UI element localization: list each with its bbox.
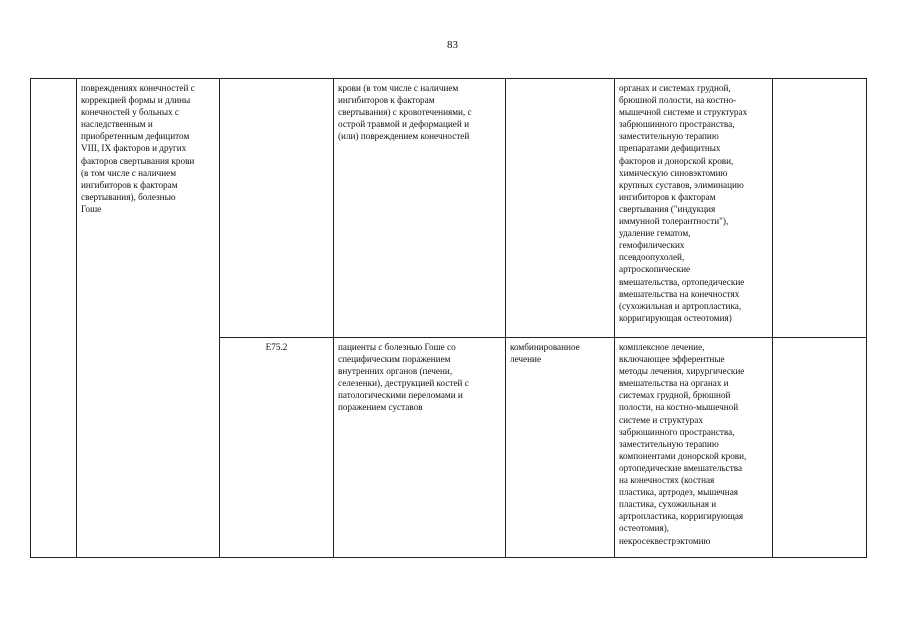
cell-treatment-type: комбинированное лечение [506, 338, 615, 558]
cell-treatment-method: органах и системах грудной, брюшной полости, на костно- мышечной системе и структурах забрюшинного пространства, заместительную терапию препаратами дефицитных факторов и донорской крови, химическую синовэктомию крупных суставов, элиминацию ингибиторов к факторам свертывания ("индукция иммунной толерантности"), удаление гематом, гемофилических псевдоопухолей, артроскопические вмешательства, ортопедические вмешательства на конечностях (сухожильная и артропластика, корригирующая остеотомия) [615, 79, 773, 338]
cell-norm [773, 79, 867, 338]
treatment-table [30, 78, 867, 558]
table-row [31, 79, 867, 338]
cell-treatment-method: комплексное лечение, включающее эфферентные методы лечения, хирургические вмешательства на органах и системах грудной, брюшной полости, на костно-мышечной системе и структурах забрюшинного пространства, заместительную терапию компонентами донорской крови, ортопедические вмешательства на конечностях (костная пластика, артродез, мышечная пластика, сухожильная и артропластика, корригирующая остеотомия), некросеквестрэктомию [615, 338, 773, 558]
cell-patient-model: пациенты с болезнью Гоше со специфическим поражением внутренних органов (печени, селезенки), деструкцией костей с патологическими переломами и поражением суставов [334, 338, 506, 558]
cell-patient-model: крови (в том числе с наличием ингибиторов к факторам свертывания) с кровотечениями, с острой травмой и деформацией и (или) повреждением конечностей [334, 79, 506, 338]
cell-icd-code [220, 79, 334, 338]
cell-norm [773, 338, 867, 558]
page-number: 83 [447, 39, 458, 51]
cell-number [31, 79, 77, 558]
cell-intervention-name: повреждениях конечностей с коррекцией формы и длины конечностей у больных с наследственным и приобретенным дефицитом VIII, IX факторов и других факторов свертывания крови (в том числе с наличием ингибиторов к факторам свертывания), болезнью Гоше [77, 79, 220, 558]
cell-treatment-type [506, 79, 615, 338]
cell-icd-code: E75.2 [220, 338, 334, 558]
